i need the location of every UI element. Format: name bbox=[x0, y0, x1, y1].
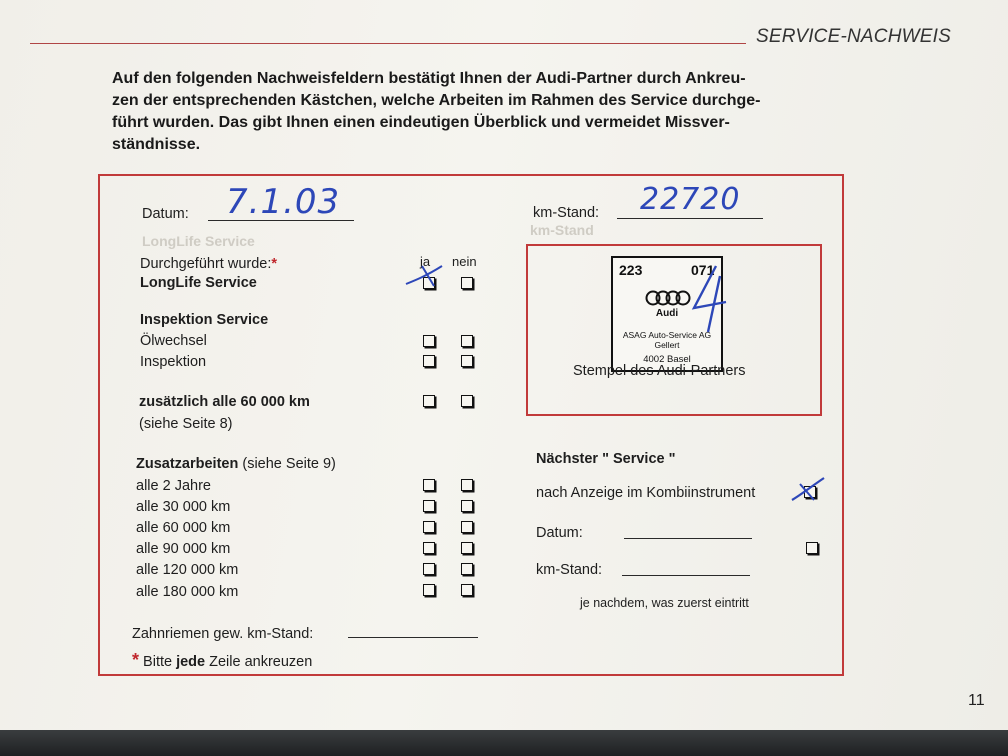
zusatz-nein-checkbox[interactable] bbox=[461, 521, 473, 533]
audi-rings-icon bbox=[645, 290, 691, 306]
oelwechsel-nein-checkbox[interactable] bbox=[461, 335, 473, 347]
zusatz-nein-checkbox[interactable] bbox=[461, 500, 473, 512]
next-km-line bbox=[622, 575, 750, 576]
zusatz-row-label: alle 90 000 km bbox=[136, 541, 231, 557]
zusatz-nein-checkbox[interactable] bbox=[461, 563, 473, 575]
inspektion-service-heading: Inspektion Service bbox=[140, 312, 269, 328]
next-extra-checkbox[interactable] bbox=[806, 542, 818, 554]
bitte-pre: Bitte bbox=[143, 654, 177, 670]
intro-line: ständnisse. bbox=[112, 136, 201, 153]
intro-paragraph bbox=[112, 68, 902, 156]
intro-line: Auf den folgenden Nachweisfeldern bestätigt Ihnen der Audi-Partner durch Ankreu- bbox=[112, 70, 746, 87]
page-number: 11 bbox=[968, 692, 985, 709]
datum-handwritten: 7.1.03 bbox=[226, 182, 341, 222]
nach-anzeige-label: nach Anzeige im Kombiinstrument bbox=[536, 485, 756, 501]
siehe-seite-8: (siehe Seite 8) bbox=[139, 416, 233, 432]
stamp-number-left: 223 bbox=[619, 262, 643, 278]
required-star: * bbox=[271, 256, 278, 272]
background-edge bbox=[0, 730, 1008, 756]
next-km-label: km-Stand: bbox=[536, 562, 603, 578]
ghost-text: LongLife Service bbox=[142, 233, 255, 249]
handwritten-check-icon bbox=[404, 262, 448, 288]
bitte-hinweis bbox=[132, 650, 312, 671]
zusaetzlich-ja-checkbox[interactable] bbox=[423, 395, 435, 407]
zusatz-row-label: alle 30 000 km bbox=[136, 499, 231, 515]
stamp-brand: Audi bbox=[655, 308, 679, 319]
required-star: * bbox=[132, 650, 140, 670]
zusaetzlich-60000-label: zusätzlich alle 60 000 km bbox=[139, 394, 310, 410]
inspektion-nein-checkbox[interactable] bbox=[461, 355, 473, 367]
zahnriemen-line bbox=[348, 637, 478, 638]
ghost-text: km-Stand bbox=[530, 222, 594, 238]
nein-header: nein bbox=[452, 254, 477, 269]
datum-label: Datum: bbox=[142, 206, 189, 222]
km-stand-handwritten: 22720 bbox=[640, 182, 741, 217]
siehe-seite-9: (siehe Seite 9) bbox=[242, 456, 336, 472]
bitte-bold: jede bbox=[176, 654, 206, 670]
zusatz-nein-checkbox[interactable] bbox=[461, 584, 473, 596]
stamp-company: ASAG Auto-Service AG bbox=[622, 330, 712, 340]
km-stand-label: km-Stand: bbox=[533, 205, 600, 221]
handwritten-signature-icon bbox=[686, 262, 730, 334]
zusatz-nein-checkbox[interactable] bbox=[461, 542, 473, 554]
intro-line: zen der entsprechenden Kästchen, welche Arbeiten im Rahmen des Service durchge- bbox=[112, 92, 761, 109]
oelwechsel-label: Ölwechsel bbox=[140, 333, 207, 349]
zusatz-ja-checkbox[interactable] bbox=[423, 584, 435, 596]
oelwechsel-ja-checkbox[interactable] bbox=[423, 335, 435, 347]
zusatz-row-label: alle 2 Jahre bbox=[136, 478, 211, 494]
zusatz-row-label: alle 180 000 km bbox=[136, 584, 239, 600]
durchgefuehrt-text: Durchgeführt wurde: bbox=[140, 256, 272, 272]
longlife-nein-checkbox[interactable] bbox=[461, 277, 473, 289]
header-rule bbox=[30, 43, 746, 44]
intro-line: führt wurden. Das gibt Ihnen einen eindeutigen Überblick und vermeidet Missver- bbox=[112, 114, 730, 131]
zusatz-row-label: alle 60 000 km bbox=[136, 520, 231, 536]
durchgefuehrt-label bbox=[140, 256, 277, 272]
km-stand-line bbox=[617, 218, 763, 219]
zusatz-ja-checkbox[interactable] bbox=[423, 563, 435, 575]
zusatzarbeiten-label: Zusatzarbeiten bbox=[136, 456, 239, 472]
stamp-city: 4002 Basel bbox=[643, 354, 691, 365]
naechster-service-title: Nächster " Service " bbox=[536, 451, 676, 467]
bitte-post: Zeile ankreuzen bbox=[205, 654, 313, 670]
zusatz-ja-checkbox[interactable] bbox=[423, 521, 435, 533]
next-datum-line bbox=[624, 538, 752, 539]
zusatz-row-label: alle 120 000 km bbox=[136, 562, 239, 578]
zusatzarbeiten-heading bbox=[136, 456, 336, 472]
inspektion-ja-checkbox[interactable] bbox=[423, 355, 435, 367]
stamp-number-right: 071 bbox=[691, 262, 715, 278]
zusatz-ja-checkbox[interactable] bbox=[423, 500, 435, 512]
zusaetzlich-nein-checkbox[interactable] bbox=[461, 395, 473, 407]
stamp-caption: Stempel des Audi-Partners bbox=[573, 363, 746, 379]
zahnriemen-label: Zahnriemen gew. km-Stand: bbox=[132, 626, 314, 642]
zusatz-nein-checkbox[interactable] bbox=[461, 479, 473, 491]
zusatz-ja-checkbox[interactable] bbox=[423, 479, 435, 491]
inspektion-label: Inspektion bbox=[140, 354, 207, 370]
page-header-title: SERVICE-NACHWEIS bbox=[756, 26, 951, 47]
next-datum-label: Datum: bbox=[536, 525, 583, 541]
longlife-service-label: LongLife Service bbox=[140, 275, 257, 291]
handwritten-check-icon bbox=[790, 476, 826, 504]
ja-header: ja bbox=[420, 254, 431, 269]
stamp-person: Gellert bbox=[654, 340, 680, 350]
zusatz-ja-checkbox[interactable] bbox=[423, 542, 435, 554]
zuerst-eintritt-note: je nachdem, was zuerst eintritt bbox=[580, 596, 749, 610]
